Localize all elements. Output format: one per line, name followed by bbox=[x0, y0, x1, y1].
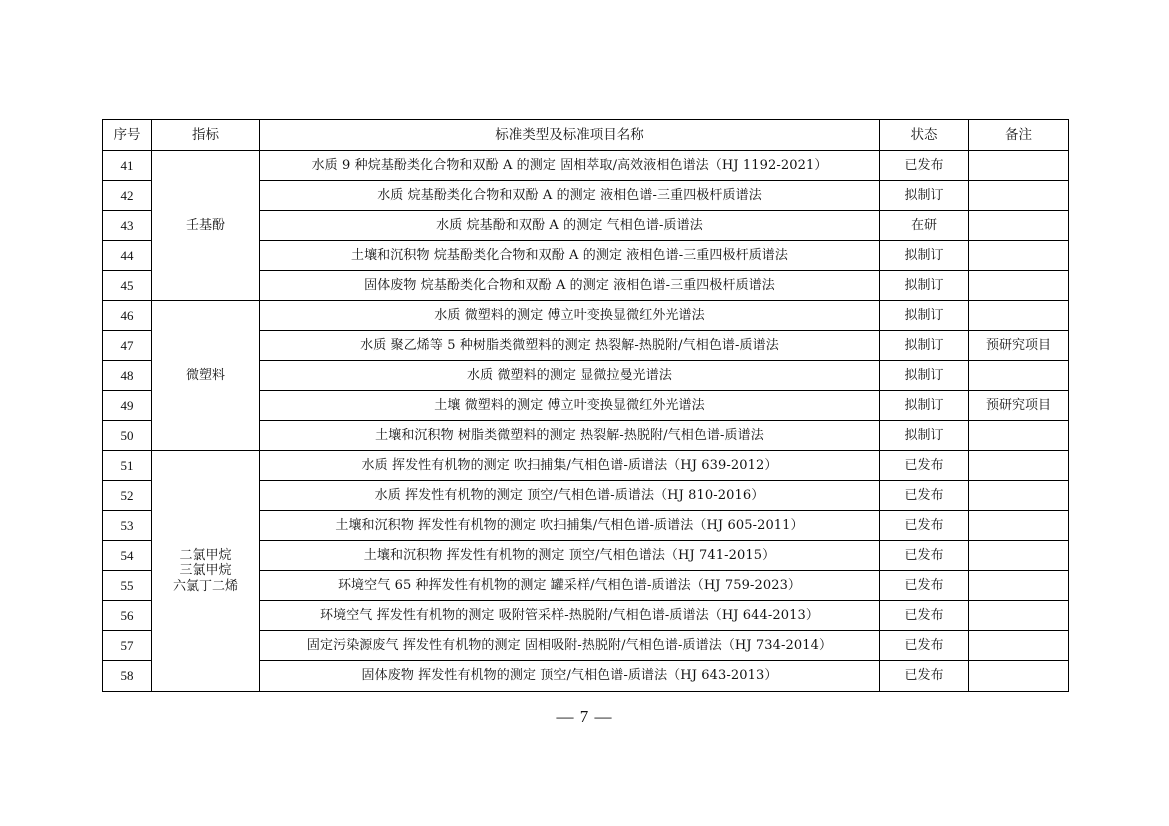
row-number: 56 bbox=[103, 601, 152, 631]
table-row bbox=[103, 151, 1069, 181]
standard-name: 水质 微塑料的测定 傅立叶变换显微红外光谱法 bbox=[260, 301, 880, 331]
standard-name: 土壤和沉积物 挥发性有机物的测定 顶空/气相色谱法（HJ 741-2015） bbox=[260, 541, 880, 571]
indicator-name: 微塑料 bbox=[185, 367, 225, 383]
status-cell: 已发布 bbox=[880, 601, 969, 631]
table-row bbox=[103, 451, 1069, 481]
standard-name: 水质 烷基酚类化合物和双酚 A 的测定 液相色谱-三重四极杆质谱法 bbox=[260, 181, 880, 211]
header-no: 序号 bbox=[103, 120, 152, 151]
standards-table bbox=[102, 119, 1069, 692]
header-standard-name: 标准类型及标准项目名称 bbox=[260, 120, 880, 151]
row-number: 47 bbox=[103, 331, 152, 361]
status-cell: 拟制订 bbox=[880, 301, 969, 331]
status-cell: 拟制订 bbox=[880, 241, 969, 271]
status-cell: 拟制订 bbox=[880, 331, 969, 361]
note-cell: 预研究项目 bbox=[969, 331, 1069, 361]
note-cell bbox=[969, 301, 1069, 331]
standard-name: 水质 聚乙烯等 5 种树脂类微塑料的测定 热裂解-热脱附/气相色谱-质谱法 bbox=[260, 331, 880, 361]
indicator-cell bbox=[152, 151, 260, 301]
row-number: 52 bbox=[103, 481, 152, 511]
note-cell bbox=[969, 451, 1069, 481]
row-number: 50 bbox=[103, 421, 152, 451]
row-number: 41 bbox=[103, 151, 152, 181]
note-cell bbox=[969, 241, 1069, 271]
indicator-name: 三氯甲烷 bbox=[179, 563, 232, 579]
standard-name: 水质 烷基酚和双酚 A 的测定 气相色谱-质谱法 bbox=[260, 211, 880, 241]
status-cell: 拟制订 bbox=[880, 181, 969, 211]
row-number: 55 bbox=[103, 571, 152, 601]
indicator-name: 壬基酚 bbox=[185, 217, 225, 233]
status-cell: 已发布 bbox=[880, 511, 969, 541]
row-number: 54 bbox=[103, 541, 152, 571]
note-cell bbox=[969, 511, 1069, 541]
note-cell bbox=[969, 181, 1069, 211]
table-header-row bbox=[103, 120, 1069, 151]
row-number: 57 bbox=[103, 631, 152, 661]
status-cell: 在研 bbox=[880, 211, 969, 241]
standard-name: 土壤和沉积物 树脂类微塑料的测定 热裂解-热脱附/气相色谱-质谱法 bbox=[260, 421, 880, 451]
status-cell: 已发布 bbox=[880, 481, 969, 511]
header-note: 备注 bbox=[969, 120, 1069, 151]
status-cell: 已发布 bbox=[880, 571, 969, 601]
note-cell bbox=[969, 211, 1069, 241]
standard-name: 固体废物 挥发性有机物的测定 顶空/气相色谱-质谱法（HJ 643-2013） bbox=[260, 661, 880, 692]
table-row bbox=[103, 301, 1069, 331]
note-cell bbox=[969, 151, 1069, 181]
note-cell bbox=[969, 421, 1069, 451]
standard-name: 水质 9 种烷基酚类化合物和双酚 A 的测定 固相萃取/高效液相色谱法（HJ 1192-2021） bbox=[260, 151, 880, 181]
standard-name: 固定污染源废气 挥发性有机物的测定 固相吸附-热脱附/气相色谱-质谱法（HJ 734-2014） bbox=[260, 631, 880, 661]
status-cell: 已发布 bbox=[880, 451, 969, 481]
row-number: 49 bbox=[103, 391, 152, 421]
row-number: 45 bbox=[103, 271, 152, 301]
header-status: 状态 bbox=[880, 120, 969, 151]
table-body bbox=[103, 151, 1069, 692]
indicator-name: 二氯甲烷 bbox=[179, 547, 232, 563]
status-cell: 拟制订 bbox=[880, 391, 969, 421]
standard-name: 水质 挥发性有机物的测定 吹扫捕集/气相色谱-质谱法（HJ 639-2012） bbox=[260, 451, 880, 481]
row-number: 44 bbox=[103, 241, 152, 271]
note-cell bbox=[969, 271, 1069, 301]
row-number: 42 bbox=[103, 181, 152, 211]
note-cell bbox=[969, 541, 1069, 571]
row-number: 51 bbox=[103, 451, 152, 481]
row-number: 43 bbox=[103, 211, 152, 241]
row-number: 53 bbox=[103, 511, 152, 541]
header-indicator: 指标 bbox=[152, 120, 260, 151]
note-cell bbox=[969, 481, 1069, 511]
status-cell: 已发布 bbox=[880, 151, 969, 181]
standard-name: 固体废物 烷基酚类化合物和双酚 A 的测定 液相色谱-三重四极杆质谱法 bbox=[260, 271, 880, 301]
note-cell bbox=[969, 361, 1069, 391]
status-cell: 已发布 bbox=[880, 541, 969, 571]
status-cell: 拟制订 bbox=[880, 421, 969, 451]
status-cell: 已发布 bbox=[880, 661, 969, 692]
standard-name: 土壤 微塑料的测定 傅立叶变换显微红外光谱法 bbox=[260, 391, 880, 421]
note-cell bbox=[969, 661, 1069, 692]
indicator-cell bbox=[152, 451, 260, 692]
note-cell bbox=[969, 631, 1069, 661]
standard-name: 环境空气 65 种挥发性有机物的测定 罐采样/气相色谱-质谱法（HJ 759-2023） bbox=[260, 571, 880, 601]
standard-name: 土壤和沉积物 烷基酚类化合物和双酚 A 的测定 液相色谱-三重四极杆质谱法 bbox=[260, 241, 880, 271]
status-cell: 已发布 bbox=[880, 631, 969, 661]
page-number: — 7 — bbox=[556, 707, 613, 726]
standard-name: 环境空气 挥发性有机物的测定 吸附管采样-热脱附/气相色谱-质谱法（HJ 644-2013） bbox=[260, 601, 880, 631]
row-number: 58 bbox=[103, 661, 152, 692]
indicator-cell bbox=[152, 301, 260, 451]
status-cell: 拟制订 bbox=[880, 271, 969, 301]
note-cell: 预研究项目 bbox=[969, 391, 1069, 421]
note-cell bbox=[969, 571, 1069, 601]
standard-name: 土壤和沉积物 挥发性有机物的测定 吹扫捕集/气相色谱-质谱法（HJ 605-2011） bbox=[260, 511, 880, 541]
note-cell bbox=[969, 601, 1069, 631]
standard-name: 水质 挥发性有机物的测定 顶空/气相色谱-质谱法（HJ 810-2016） bbox=[260, 481, 880, 511]
status-cell: 拟制订 bbox=[880, 361, 969, 391]
standard-name: 水质 微塑料的测定 显微拉曼光谱法 bbox=[260, 361, 880, 391]
row-number: 46 bbox=[103, 301, 152, 331]
indicator-name: 六氯丁二烯 bbox=[172, 578, 238, 594]
row-number: 48 bbox=[103, 361, 152, 391]
